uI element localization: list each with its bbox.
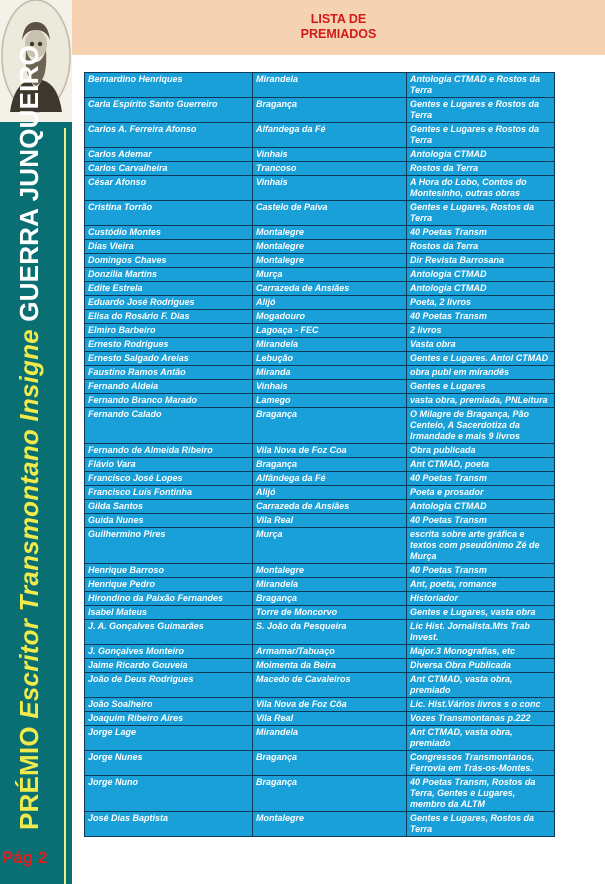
winner-name-cell: Guilhermino Pires	[85, 528, 253, 564]
winner-location-cell: Mirandela	[253, 578, 407, 592]
winner-works-cell: Ant CTMAD, vasta obra, premiado	[407, 673, 555, 698]
table-row	[85, 486, 555, 500]
winner-location-cell: Vila Nova de Foz Coa	[253, 444, 407, 458]
table-row	[85, 366, 555, 380]
table-row	[85, 645, 555, 659]
winner-location-cell: Vila Real	[253, 514, 407, 528]
winner-location-cell: Vinhais	[253, 148, 407, 162]
table-row	[85, 352, 555, 366]
winner-name-cell: Francisco José Lopes	[85, 472, 253, 486]
table-row	[85, 324, 555, 338]
winner-location-cell: Montalegre	[253, 226, 407, 240]
winner-works-cell: Antologia CTMAD	[407, 500, 555, 514]
winner-works-cell: Lic Hist. Jornalista.Mts Trab Invest.	[407, 620, 555, 645]
winner-name-cell: Custódio Montes	[85, 226, 253, 240]
table-row	[85, 592, 555, 606]
winner-name-cell: Francisco Luís Fontinha	[85, 486, 253, 500]
winner-name-cell: Carlos Carvalheira	[85, 162, 253, 176]
winner-name-cell: Gilda Santos	[85, 500, 253, 514]
winner-location-cell: Montalegre	[253, 812, 407, 837]
table-row	[85, 296, 555, 310]
winner-works-cell: Antologia CTMAD	[407, 148, 555, 162]
winner-name-cell: João de Deus Rodrigues	[85, 673, 253, 698]
winner-name-cell: Isabel Mateus	[85, 606, 253, 620]
winner-name-cell: César Afonso	[85, 176, 253, 201]
winner-location-cell: Montalegre	[253, 240, 407, 254]
table-row	[85, 776, 555, 812]
winner-name-cell: Hirondino da Paixão Fernandes	[85, 592, 253, 606]
winner-name-cell: José Dias Baptista	[85, 812, 253, 837]
winner-works-cell: Gentes e Lugares, Rostos da Terra	[407, 812, 555, 837]
winner-location-cell: Carrazeda de Ansiães	[253, 500, 407, 514]
table-row	[85, 458, 555, 472]
winner-works-cell: Gentes e Lugares e Rostos da Terra	[407, 123, 555, 148]
table-row	[85, 751, 555, 776]
winner-location-cell: Bragança	[253, 98, 407, 123]
winner-works-cell: Ant, poeta, romance	[407, 578, 555, 592]
title-guerra-junqueiro: GUERRA JUNQUEIRO	[14, 45, 44, 322]
winner-location-cell: Alfândega da Fé	[253, 472, 407, 486]
sidebar	[0, 0, 72, 884]
winner-name-cell: Guida Nunes	[85, 514, 253, 528]
winner-name-cell: João Soalheiro	[85, 698, 253, 712]
prize-winners-table	[84, 72, 555, 837]
winner-location-cell: Alijó	[253, 486, 407, 500]
table-row	[85, 659, 555, 673]
table-row	[85, 726, 555, 751]
table-row	[85, 564, 555, 578]
winner-location-cell: Vila Real	[253, 712, 407, 726]
table-row	[85, 472, 555, 486]
winner-works-cell: Poeta e prosador	[407, 486, 555, 500]
winner-works-cell: vasta obra, premiada, PNLeitura	[407, 394, 555, 408]
winner-name-cell: Jorge Lage	[85, 726, 253, 751]
winner-works-cell: A Hora do Lobo, Contos do Montesinho, outras obras	[407, 176, 555, 201]
table-row	[85, 578, 555, 592]
winner-works-cell: 40 Poetas Transm	[407, 226, 555, 240]
winner-location-cell: Vila Nova de Foz Côa	[253, 698, 407, 712]
table-row	[85, 380, 555, 394]
winner-location-cell: S. João da Pesqueira	[253, 620, 407, 645]
winner-works-cell: Gentes e Lugares. Antol CTMAD	[407, 352, 555, 366]
winner-location-cell: Alfandega da Fé	[253, 123, 407, 148]
winner-works-cell: Historiador	[407, 592, 555, 606]
winner-location-cell: Mirandela	[253, 726, 407, 751]
winner-name-cell: Ernesto Salgado Areias	[85, 352, 253, 366]
winner-location-cell: Vinhais	[253, 380, 407, 394]
winner-location-cell: Murça	[253, 528, 407, 564]
winner-works-cell: Rostos da Terra	[407, 240, 555, 254]
winner-location-cell: Bragança	[253, 592, 407, 606]
table-row	[85, 712, 555, 726]
header	[72, 0, 605, 55]
winner-works-cell: Diversa Obra Publicada	[407, 659, 555, 673]
winner-works-cell: Congressos Transmontanos, Ferrovia em Trás-os-Montes.	[407, 751, 555, 776]
winner-works-cell: Antologia CTMAD e Rostos da Terra	[407, 73, 555, 98]
winner-works-cell: Poeta, 2 livros	[407, 296, 555, 310]
winner-works-cell: escrita sobre arte gráfica e textos com pseudónimo Zé de Murça	[407, 528, 555, 564]
winner-location-cell: Macedo de Cavaleiros	[253, 673, 407, 698]
winner-works-cell: 40 Poetas Transm	[407, 564, 555, 578]
winner-name-cell: Domingos Chaves	[85, 254, 253, 268]
winner-works-cell: Gentes e Lugares, Rostos da Terra	[407, 201, 555, 226]
table-row	[85, 394, 555, 408]
table-row	[85, 812, 555, 837]
winner-location-cell: Mogadouro	[253, 310, 407, 324]
winner-works-cell: Antologia CTMAD	[407, 282, 555, 296]
winner-name-cell: Carlos Ademar	[85, 148, 253, 162]
winner-name-cell: Fernando Branco Marado	[85, 394, 253, 408]
table-row	[85, 226, 555, 240]
winner-works-cell: Gentes e Lugares, vasta obra	[407, 606, 555, 620]
winner-works-cell: Major.3 Monografias, etc	[407, 645, 555, 659]
winner-location-cell: Lebução	[253, 352, 407, 366]
table-row	[85, 514, 555, 528]
winner-location-cell: Bragança	[253, 776, 407, 812]
winner-location-cell: Vinhais	[253, 176, 407, 201]
winner-works-cell: 40 Poetas Transm, Rostos da Terra, Gentes e Lugares, membro da ALTM	[407, 776, 555, 812]
winner-name-cell: Carlos A. Ferreira Afonso	[85, 123, 253, 148]
winner-works-cell: 40 Poetas Transm	[407, 310, 555, 324]
winner-works-cell: 40 Poetas Transm	[407, 514, 555, 528]
table-row	[85, 254, 555, 268]
winner-works-cell: 40 Poetas Transm	[407, 472, 555, 486]
winner-name-cell: Joaquim Ribeiro Aires	[85, 712, 253, 726]
winner-location-cell: Moimenta da Beira	[253, 659, 407, 673]
winner-location-cell: Montalegre	[253, 564, 407, 578]
table-row	[85, 148, 555, 162]
winner-name-cell: Donzília Martins	[85, 268, 253, 282]
page-title-line2: PREMIADOS	[300, 27, 377, 41]
table-row	[85, 201, 555, 226]
page-title	[72, 12, 605, 42]
winner-location-cell: Bragança	[253, 458, 407, 472]
winner-name-cell: Ernesto Rodrigues	[85, 338, 253, 352]
winner-name-cell: Fernando de Almeida Ribeiro	[85, 444, 253, 458]
title-escritor: Escritor Transmontano Insigne	[14, 329, 44, 719]
table-row	[85, 338, 555, 352]
winner-location-cell: Lagoaça - FEC	[253, 324, 407, 338]
winner-works-cell: Ant CTMAD, vasta obra, premiado	[407, 726, 555, 751]
table-row	[85, 620, 555, 645]
winner-location-cell: Trancoso	[253, 162, 407, 176]
winner-location-cell: Lamego	[253, 394, 407, 408]
page-title-line1: LISTA DE	[310, 12, 367, 26]
winner-works-cell: O Milagre de Bragança, Pão Centeio, A Sacerdotiza da Irmandade e mais 9 livros	[407, 408, 555, 444]
winner-name-cell: Flávio Vara	[85, 458, 253, 472]
table-row	[85, 673, 555, 698]
winner-location-cell: Armamar/Tabuaço	[253, 645, 407, 659]
table-row	[85, 73, 555, 98]
winner-works-cell: obra publ em mirandês	[407, 366, 555, 380]
winner-name-cell: Dias Vieira	[85, 240, 253, 254]
winner-name-cell: Cristina Torrão	[85, 201, 253, 226]
winner-name-cell: Henrique Pedro	[85, 578, 253, 592]
table-row	[85, 408, 555, 444]
table-row	[85, 162, 555, 176]
winner-location-cell: Alijó	[253, 296, 407, 310]
winner-works-cell: Ant CTMAD, poeta	[407, 458, 555, 472]
winner-works-cell: Rostos da Terra	[407, 162, 555, 176]
winner-location-cell: Murça	[253, 268, 407, 282]
winner-location-cell: Torre de Moncorvo	[253, 606, 407, 620]
winner-name-cell: Elisa do Rosário F. Dias	[85, 310, 253, 324]
table-row	[85, 98, 555, 123]
table-row	[85, 528, 555, 564]
winner-name-cell: Fernando Calado	[85, 408, 253, 444]
winner-location-cell: Bragança	[253, 751, 407, 776]
winner-works-cell: Vasta obra	[407, 338, 555, 352]
winner-location-cell: Castelo de Paiva	[253, 201, 407, 226]
winner-name-cell: J. A. Gonçalves Guimarães	[85, 620, 253, 645]
winner-location-cell: Montalegre	[253, 254, 407, 268]
winner-location-cell: Carrazeda de Ansiães	[253, 282, 407, 296]
vertical-title	[14, 45, 45, 830]
winner-name-cell: Eduardo José Rodrigues	[85, 296, 253, 310]
winner-name-cell: Jaime Ricardo Gouveia	[85, 659, 253, 673]
winner-name-cell: Faustino Ramos Antão	[85, 366, 253, 380]
table-row	[85, 444, 555, 458]
winner-name-cell: Edite Estrela	[85, 282, 253, 296]
winner-works-cell: Lic. Hist.Vários livros s o conc	[407, 698, 555, 712]
table-row	[85, 698, 555, 712]
winner-works-cell: Dir Revista Barrosana	[407, 254, 555, 268]
table-row	[85, 268, 555, 282]
title-premio: PRÉMIO	[14, 726, 44, 830]
table-row	[85, 606, 555, 620]
winner-location-cell: Mirandela	[253, 338, 407, 352]
winner-location-cell: Bragança	[253, 408, 407, 444]
winner-works-cell: Gentes e Lugares	[407, 380, 555, 394]
table-row	[85, 176, 555, 201]
table-row	[85, 240, 555, 254]
winner-location-cell: Mirandela	[253, 73, 407, 98]
winner-name-cell: Bernardino Henriques	[85, 73, 253, 98]
table-row	[85, 123, 555, 148]
winner-works-cell: Obra publicada	[407, 444, 555, 458]
winner-location-cell: Miranda	[253, 366, 407, 380]
winner-name-cell: Carla Espírito Santo Guerreiro	[85, 98, 253, 123]
page-number: Pág 2	[2, 848, 48, 867]
winner-name-cell: Jorge Nuno	[85, 776, 253, 812]
winner-name-cell: Henrique Barroso	[85, 564, 253, 578]
sidebar-divider	[64, 128, 66, 884]
winner-works-cell: Gentes e Lugares e Rostos da Terra	[407, 98, 555, 123]
winner-name-cell: Jorge Nunes	[85, 751, 253, 776]
winner-works-cell: Vozes Transmontanas p.222	[407, 712, 555, 726]
winner-name-cell: Elmiro Barbeiro	[85, 324, 253, 338]
table-row	[85, 282, 555, 296]
winner-name-cell: J. Gonçalves Monteiro	[85, 645, 253, 659]
winner-works-cell: 2 livros	[407, 324, 555, 338]
winner-works-cell: Antologia CTMAD	[407, 268, 555, 282]
winner-name-cell: Fernando Aldeia	[85, 380, 253, 394]
table-row	[85, 500, 555, 514]
table-row	[85, 310, 555, 324]
